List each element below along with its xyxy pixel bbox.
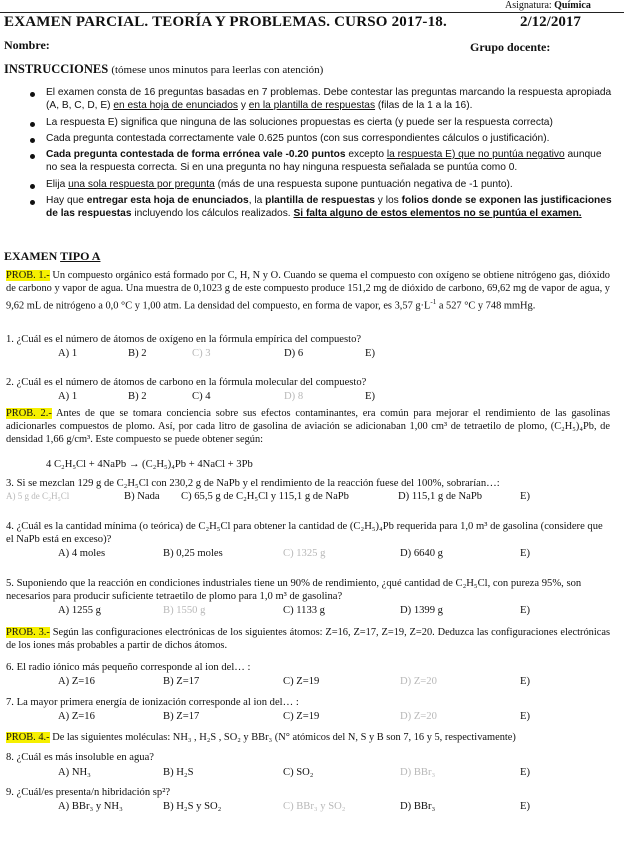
instruction-item-5: Elija una sola respuesta por pregunta (más de una respuesta supone puntuación negativa de -1 punto). xyxy=(46,179,513,190)
question-4: 4. ¿Cuál es la cantidad mínima (o teórica) de C₂H₅Cl para obtener la cantidad de (C₂H₅)₄Pb requerida para 1,0 m³ de gasolina (considere que el NaPb está en exceso)? xyxy=(6,521,603,545)
instructions-note: (tómese unos minutos para leerlas con atención) xyxy=(111,64,324,76)
q4-option-c[interactable]: C) 1325 g xyxy=(283,548,326,559)
name-label: Nombre: xyxy=(4,38,50,52)
q5-option-b[interactable]: B) 1550 g xyxy=(163,605,206,616)
q3-option-b[interactable]: B) Nada xyxy=(124,491,160,502)
question-1: 1. ¿Cuál es el número de átomos de oxígeno en la fórmula empírica del compuesto? xyxy=(6,334,362,345)
exam-date: 2/12/2017 xyxy=(520,14,581,30)
q9-option-b[interactable]: B) H₂S y SO₂ xyxy=(163,801,222,812)
q2-option-a[interactable]: A) 1 xyxy=(58,391,78,402)
q3-option-c[interactable]: C) 65,5 g de C₂H₅Cl y 115,1 g de NaPb xyxy=(181,491,349,502)
bullet-icon xyxy=(30,92,35,97)
exam-type: EXAMEN TIPO A xyxy=(4,249,101,263)
q9-option-c[interactable]: C) BBr₃ y SO₂ xyxy=(283,801,346,812)
q3-option-e[interactable]: E) xyxy=(520,491,530,502)
subject-label: Asignatura: xyxy=(505,0,552,11)
group-label: Grupo docente: xyxy=(470,40,551,54)
question-8: 8. ¿Cuál es más insoluble en agua? xyxy=(6,752,154,763)
q7-option-c[interactable]: C) Z=19 xyxy=(283,711,320,722)
problem-1: PROB. 1.- Un compuesto orgánico está formado por C, H, N y O. Cuando se quema el compuesto con oxígeno se obtiene nitrógeno gas, dióxido de carbono y vapor de agua. Una muestra de 0,1023 g de este compuesto produce 151,2 mg de dióxido de carbono, 69,62 mg de vapor de agua, y 9,62 mL de nitrógeno a 0,0 °C y 1,00 atm. La densidad del compuesto, en forma de vapor, es 3,57 $g\cdot L^{-1}$ a 527 °C y 748 mmHg. xyxy=(6,270,610,312)
problem-2: PROB. 2.- Antes de que se tomara conciencia sobre sus efectos contaminantes, era común para mejorar el rendimiento de las gasolinas adicionarles compuestos de plomo. Así, por cada litro de gasolina de aviación se adicionaban 1,00 cm³ de tetraetilo de plomo, (C₂H₅)₄Pb, de densidad 1,66 g/cm³. Este compuesto se puede obtener según: xyxy=(6,408,610,445)
q8-option-b[interactable]: B) H₂S xyxy=(163,767,194,778)
q1-option-a[interactable]: A) 1 xyxy=(58,348,78,359)
q4-option-e[interactable]: E) xyxy=(520,548,530,559)
q4-option-a[interactable]: A) 4 moles xyxy=(58,548,106,559)
problem-4: PROB. 4.- De las siguientes moléculas: NH₃ , H₂S , SO₂ y BBr₃ (N° atómicos del N, S y B son 7, 16 y 5, respectivamente) xyxy=(6,732,516,743)
q1-option-e[interactable]: E) xyxy=(365,348,375,359)
q7-option-d[interactable]: D) Z=20 xyxy=(400,711,437,722)
q2-option-b[interactable]: B) 2 xyxy=(128,391,147,402)
q8-option-c[interactable]: C) SO₂ xyxy=(283,767,314,778)
q9-option-e[interactable]: E) xyxy=(520,801,530,812)
reaction-equation: 4 C₂H₅Cl + 4NaPb → (C₂H₅)₄Pb + 4NaCl + 3Pb xyxy=(46,459,253,470)
q6-option-d[interactable]: D) Z=20 xyxy=(400,676,437,687)
q7-option-a[interactable]: A) Z=16 xyxy=(58,711,95,722)
q8-option-d[interactable]: D) BBr₃ xyxy=(400,767,436,778)
exam-title: EXAMEN PARCIAL. TEORÍA Y PROBLEMAS. CURSO 2017-18. xyxy=(4,14,447,30)
question-5: 5. Suponiendo que la reacción en condiciones industriales tiene un 90% de rendimiento, ¿qué cantidad de C₂H₅Cl, con pureza 95%, son necesarios para producir suficiente tetraetilo de plomo para 1,0 m³ de gasolina? xyxy=(6,578,582,602)
bullet-icon xyxy=(30,122,35,127)
instruction-item-6: Hay que entregar esta hoja de enunciados, la plantilla de respuestas y los folios donde se exponen las justificaciones de las respuestas incluyendo los cálculos realizados. Si falta alguno de estos elementos no se puntúa el examen. xyxy=(46,195,612,220)
q1-option-d[interactable]: D) 6 xyxy=(284,348,304,359)
question-6: 6. El radio iónico más pequeño corresponde al ion del… : xyxy=(6,662,251,673)
problem-4-label: PROB. 4.- xyxy=(6,732,50,743)
question-3: 3. Si se mezclan 129 g de C₂H₅Cl con 230,2 g de NaPb y el rendimiento de la reacción fuese del 100%, sobrarían…: xyxy=(6,478,500,489)
instruction-item-3: Cada pregunta contestada correctamente vale 0.625 puntos (con sus correspondientes cálculos o justificación). xyxy=(46,133,550,144)
subject-line xyxy=(505,0,591,11)
problem-1-label: PROB. 1.- xyxy=(6,270,50,281)
q5-option-d[interactable]: D) 1399 g xyxy=(400,605,443,616)
q5-option-e[interactable]: E) xyxy=(520,605,530,616)
question-9: 9. ¿Cuál/es presenta/n hibridación sp²? xyxy=(6,787,171,798)
q6-option-a[interactable]: A) Z=16 xyxy=(58,676,95,687)
subject-value: Química xyxy=(554,0,591,11)
bullet-icon xyxy=(30,138,35,143)
q3-option-a[interactable]: A) 5 g de C₂H₅Cl xyxy=(6,491,70,501)
q5-option-c[interactable]: C) 1133 g xyxy=(283,605,325,616)
instruction-item-1: El examen consta de 16 preguntas basadas en 7 problemas. Debe contestar las preguntas marcando la respuesta apropiada (A, B, C, D, E) en esta hoja de enunciados y en la plantilla de respuestas (filas de la 1 a la 16). xyxy=(46,87,612,112)
instruction-item-2: La respuesta E) significa que ninguna de las soluciones propuestas es cierta (y puede ser la respuesta correcta) xyxy=(46,117,553,128)
q8-option-a[interactable]: A) NH₃ xyxy=(58,767,91,778)
bullet-icon xyxy=(30,200,35,205)
question-2: 2. ¿Cuál es el número de átomos de carbono en la fórmula molecular del compuesto? xyxy=(6,377,367,388)
problem-3: PROB. 3.- Según las configuraciones electrónicas de los siguientes átomos: Z=16, Z=17, Z=19, Z=20. Deduzca las configuraciones electrónicas de los iones más probables a partir de dichos átomos. xyxy=(6,627,610,651)
bullet-icon xyxy=(30,154,35,159)
q8-option-e[interactable]: E) xyxy=(520,767,530,778)
q6-option-c[interactable]: C) Z=19 xyxy=(283,676,320,687)
problem-2-label: PROB. 2.- xyxy=(6,408,52,419)
q1-option-c[interactable]: C) 3 xyxy=(192,348,211,359)
q2-option-e[interactable]: E) xyxy=(365,391,375,402)
q9-option-a[interactable]: A) BBr₃ y NH₃ xyxy=(58,801,123,812)
problem-3-label: PROB. 3.- xyxy=(6,627,50,638)
question-7: 7. La mayor primera energía de ionización corresponde al ion del… : xyxy=(6,697,299,708)
q5-option-a[interactable]: A) 1255 g xyxy=(58,605,101,616)
q3-option-d[interactable]: D) 115,1 g de NaPb xyxy=(398,491,483,502)
q4-option-d[interactable]: D) 6640 g xyxy=(400,548,443,559)
q9-option-d[interactable]: D) BBr₃ xyxy=(400,801,436,812)
header-rule xyxy=(0,12,624,13)
q7-option-e[interactable]: E) xyxy=(520,711,530,722)
instructions-heading xyxy=(4,62,323,77)
q6-option-e[interactable]: E) xyxy=(520,676,530,687)
bullet-icon xyxy=(30,184,35,189)
q6-option-b[interactable]: B) Z=17 xyxy=(163,676,200,687)
q7-option-b[interactable]: B) Z=17 xyxy=(163,711,200,722)
q1-option-b[interactable]: B) 2 xyxy=(128,348,147,359)
q2-option-c[interactable]: C) 4 xyxy=(192,391,211,402)
q4-option-b[interactable]: B) 0,25 moles xyxy=(163,548,223,559)
q2-option-d[interactable]: D) 8 xyxy=(284,391,304,402)
instructions-title: INSTRUCCIONES xyxy=(4,62,109,76)
instruction-item-4: Cada pregunta contestada de forma errónea vale -0.20 puntos excepto la respuesta E) que no puntúa negativo aunque no sea la respuesta correcta. Si en una pregunta no hay ninguna respuesta señalada se puntúa como 0. xyxy=(46,149,602,174)
